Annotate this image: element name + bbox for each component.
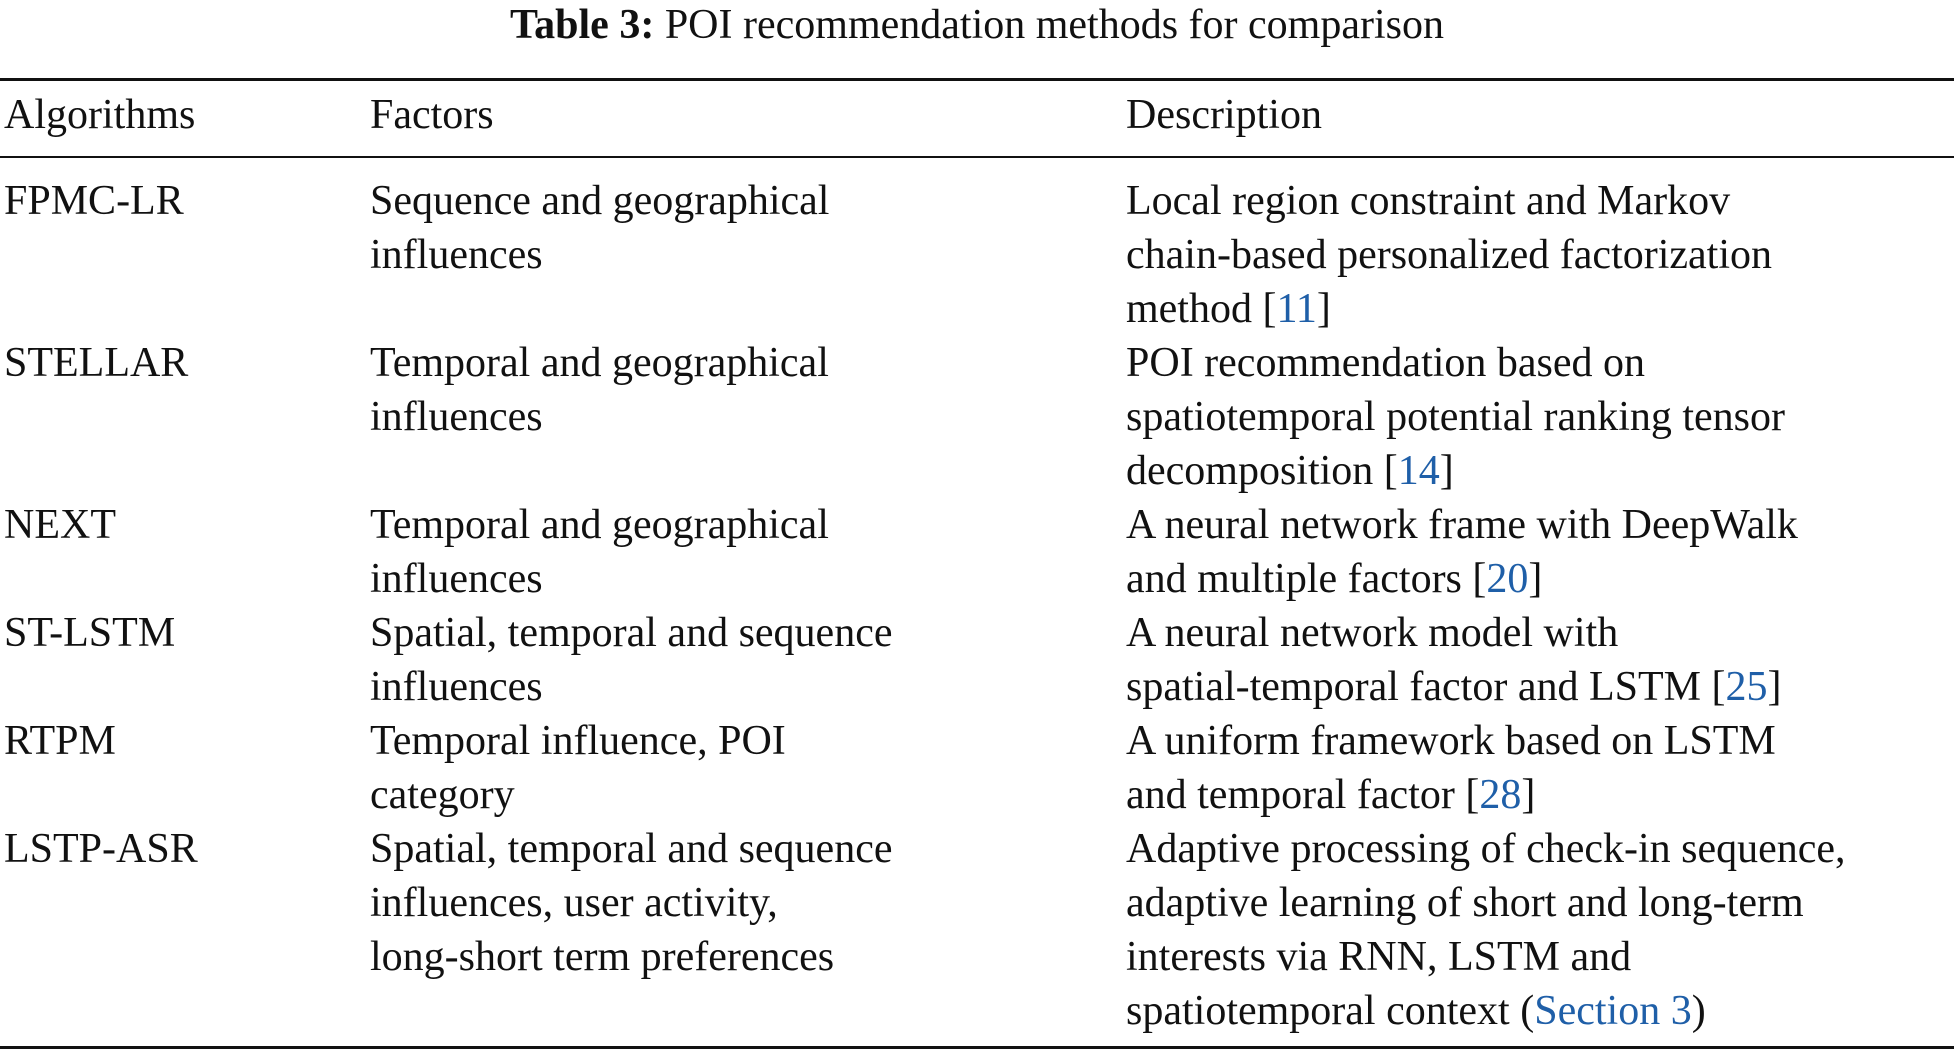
row-4-description-line-2-text: spatial-temporal factor and LSTM [ <box>1126 664 1726 710</box>
row-5-citation-link[interactable]: 28 <box>1479 772 1522 818</box>
row-6-description-line-1: Adaptive processing of check-in sequence, <box>1126 826 1846 872</box>
row-4-factors-line-2: influences <box>370 664 543 710</box>
row-1-citation-link[interactable]: 11 <box>1276 286 1317 332</box>
row-6-algorithm: LSTP-ASR <box>4 826 198 872</box>
row-6-description-line-2: adaptive learning of short and long-term <box>1126 880 1804 926</box>
row-3-factors <box>370 498 829 606</box>
table-caption-text: POI recommendation methods for comparison <box>664 2 1444 48</box>
row-4-citation-link[interactable]: 25 <box>1725 664 1768 710</box>
row-1-description-line-1: Local region constraint and Markov <box>1126 178 1731 224</box>
row-4-description-line-2 <box>1126 660 1781 714</box>
row-1-description-line-3 <box>1126 282 1772 336</box>
row-1-description <box>1126 174 1772 336</box>
row-6-factors <box>370 822 892 984</box>
row-3-algorithm: NEXT <box>4 502 116 548</box>
table-bottom-rule <box>0 1046 1954 1049</box>
table-header-rule <box>0 156 1954 158</box>
row-5-algorithm: RTPM <box>4 718 116 764</box>
row-2-factors-line-2: influences <box>370 394 543 440</box>
row-1-factors-line-2: influences <box>370 232 543 278</box>
row-4-citation-close: ] <box>1767 664 1782 710</box>
row-2-factors-line-1: Temporal and geographical <box>370 340 829 386</box>
header-description: Description <box>1126 92 1322 138</box>
row-1-algorithm: FPMC-LR <box>4 178 184 224</box>
row-6-section-close: ) <box>1691 988 1706 1034</box>
row-5-description-line-2-text: and temporal factor [ <box>1126 772 1480 818</box>
header-factors: Factors <box>370 92 494 138</box>
row-2-factors <box>370 336 829 444</box>
row-4-description <box>1126 606 1781 714</box>
row-3-description-line-2 <box>1126 552 1798 606</box>
row-1-description-line-2: chain-based personalized factorization <box>1126 232 1773 278</box>
row-5-description-line-2 <box>1126 768 1776 822</box>
row-6-factors-line-2: influences, user activity, <box>370 880 778 926</box>
row-2-description <box>1126 336 1785 498</box>
row-2-citation-close: ] <box>1439 448 1454 494</box>
row-4-algorithm: ST-LSTM <box>4 610 176 656</box>
row-5-factors-line-1: Temporal influence, POI <box>370 718 786 764</box>
row-5-citation-close: ] <box>1521 772 1536 818</box>
row-6-description-line-4 <box>1126 984 1846 1038</box>
row-1-citation-close: ] <box>1316 286 1331 332</box>
row-3-description-line-1: A neural network frame with DeepWalk <box>1126 502 1798 548</box>
row-4-factors-line-1: Spatial, temporal and sequence <box>370 610 893 656</box>
row-5-factors-line-2: category <box>370 772 515 818</box>
table-caption <box>0 0 1954 50</box>
row-5-description-line-1: A uniform framework based on LSTM <box>1126 718 1776 764</box>
row-6-description <box>1126 822 1846 1038</box>
row-5-factors <box>370 714 786 822</box>
row-3-citation-close: ] <box>1528 556 1543 602</box>
row-6-factors-line-3: long-short term preferences <box>370 934 835 980</box>
row-6-description-line-3: interests via RNN, LSTM and <box>1126 934 1632 980</box>
row-2-description-line-2: spatiotemporal potential ranking tensor <box>1126 394 1785 440</box>
row-5-description <box>1126 714 1776 822</box>
header-algorithms: Algorithms <box>4 92 196 138</box>
row-4-description-line-1: A neural network model with <box>1126 610 1619 656</box>
row-4-factors <box>370 606 892 714</box>
row-3-description <box>1126 498 1798 606</box>
row-3-description-line-2-text: and multiple factors [ <box>1126 556 1487 602</box>
row-1-description-line-3-text: method [ <box>1126 286 1277 332</box>
row-2-description-line-3-text: decomposition [ <box>1126 448 1398 494</box>
row-3-factors-line-1: Temporal and geographical <box>370 502 829 548</box>
row-3-factors-line-2: influences <box>370 556 543 602</box>
table-caption-label: Table 3: <box>510 2 655 48</box>
row-2-description-line-3 <box>1126 444 1785 498</box>
row-6-description-line-4-text: spatiotemporal context ( <box>1126 988 1535 1034</box>
row-2-description-line-1: POI recommendation based on <box>1126 340 1646 386</box>
row-2-citation-link[interactable]: 14 <box>1397 448 1440 494</box>
row-2-algorithm: STELLAR <box>4 340 189 386</box>
row-6-section-link[interactable]: Section 3 <box>1534 988 1692 1034</box>
row-1-factors-line-1: Sequence and geographical <box>370 178 830 224</box>
row-3-citation-link[interactable]: 20 <box>1486 556 1529 602</box>
row-1-factors <box>370 174 829 282</box>
row-6-factors-line-1: Spatial, temporal and sequence <box>370 826 893 872</box>
table-top-rule <box>0 78 1954 81</box>
